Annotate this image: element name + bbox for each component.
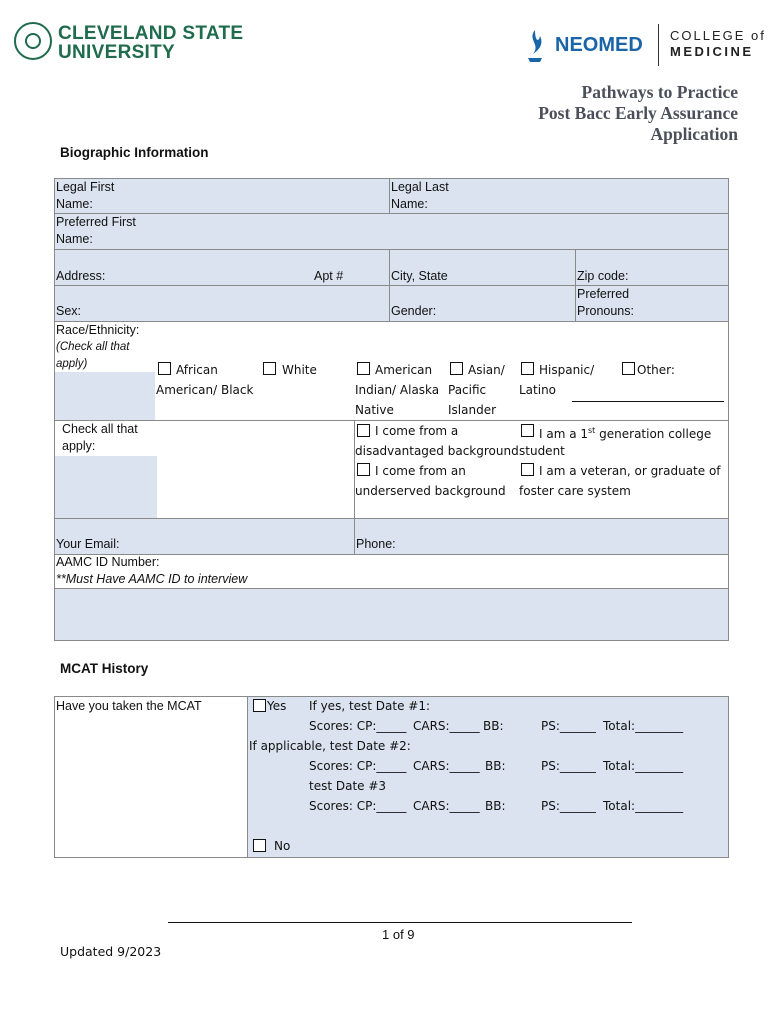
disadvantaged-label-2: disadvantaged background (355, 444, 519, 458)
race-shade (55, 372, 155, 420)
scores1-bb[interactable]: BB: (483, 719, 504, 733)
african-american-label-2: American/ Black (156, 383, 254, 397)
csu-seal-logo (14, 22, 52, 60)
check-all-label-1: Check all that (62, 422, 138, 436)
preferred-first-label (56, 214, 136, 248)
scores2-cars[interactable]: CARS:_____ (413, 759, 480, 773)
sex-label: Sex: (56, 304, 82, 318)
mcat-no-checkbox[interactable] (253, 839, 266, 852)
scores1-ps[interactable]: PS:______ (541, 719, 596, 733)
race-note-2: apply) (56, 358, 88, 370)
race-label-1: Race/Ethnicity: (56, 323, 140, 337)
check-all-divider (354, 420, 355, 519)
underserved-label-2: underserved background (355, 484, 506, 498)
aamc-label-1: AAMC ID Number: (56, 555, 160, 569)
test-date-2-label[interactable]: If applicable, test Date #2: (249, 739, 411, 753)
scores2-bb[interactable]: BB: (485, 759, 506, 773)
scores3-cp[interactable]: Scores: CP:_____ (309, 799, 407, 813)
city-state-label: City, State (391, 269, 448, 283)
hispanic-latino-checkbox[interactable] (521, 362, 534, 375)
preferred-first-label-1: Preferred First (56, 215, 136, 229)
csu-wordmark (58, 24, 243, 62)
first-generation-label-2: student (519, 444, 565, 458)
test-date-1-label[interactable]: If yes, test Date #1: (309, 699, 431, 713)
mcat-yes-checkbox[interactable] (253, 699, 266, 712)
first-generation-superscript: st (588, 426, 596, 435)
medicine-label: MEDICINE (670, 44, 754, 59)
preferred-first-name-field[interactable] (54, 213, 729, 250)
check-all-label-2: apply: (62, 439, 96, 453)
scores2-ps[interactable]: PS:______ (541, 759, 596, 773)
address-label: Address: (56, 269, 106, 283)
footer-rule (168, 922, 632, 923)
legal-first-label (56, 179, 114, 213)
mcat-heading: MCAT History (60, 661, 149, 676)
first-generation-text-b: generation college (595, 427, 712, 441)
legal-first-label-1: Legal First (56, 180, 115, 194)
american-indian-label-3: Native (355, 403, 394, 417)
mcat-no-label: No (274, 839, 291, 853)
other-checkbox[interactable] (622, 362, 635, 375)
hispanic-label-1: Hispanic/ (539, 363, 595, 377)
legal-last-label-2: Name: (391, 197, 428, 211)
sex-field[interactable] (54, 285, 390, 322)
title-line-1: Pathways to Practice (581, 82, 738, 102)
mcat-question-cell (54, 696, 248, 858)
aamc-id-field[interactable] (54, 588, 729, 641)
check-all-shade (55, 456, 157, 518)
scores1-cars[interactable]: CARS:_____ (413, 719, 480, 733)
underserved-label-1: I come from an (375, 464, 466, 478)
other-write-in-line[interactable] (572, 401, 724, 402)
scores3-bb[interactable]: BB: (485, 799, 506, 813)
scores3-ps[interactable]: PS:______ (541, 799, 596, 813)
pronouns-label (577, 286, 634, 320)
asian-label-3: Islander (448, 403, 497, 417)
disadvantaged-label-1: I come from a (375, 424, 459, 438)
asian-label-2: Pacific (448, 383, 487, 397)
zip-code-label: Zip code: (577, 269, 629, 283)
race-label (56, 322, 139, 373)
american-indian-label-2: Indian/ Alaska (355, 383, 440, 397)
american-indian-checkbox[interactable] (357, 362, 370, 375)
veteran-foster-checkbox[interactable] (521, 463, 534, 476)
mcat-question-label: Have you taken the MCAT (56, 699, 202, 713)
phone-field[interactable] (354, 518, 729, 555)
scores3-total[interactable]: Total:________ (603, 799, 684, 813)
csu-wordmark-line2: UNIVERSITY (58, 42, 176, 63)
veteran-label-1: I am a veteran, or graduate of (539, 464, 721, 478)
neomed-flame-icon (522, 28, 548, 64)
african-american-checkbox[interactable] (158, 362, 171, 375)
scores1-total[interactable]: Total:________ (603, 719, 684, 733)
first-generation-text: I am a 1 (539, 427, 589, 441)
pronouns-label-1: Preferred (577, 287, 630, 301)
neomed-wordmark: NEOMED (555, 34, 643, 56)
phone-label: Phone: (356, 537, 396, 551)
african-american-label-1: African (176, 363, 218, 377)
hispanic-label-2: Latino (519, 383, 557, 397)
csu-wordmark-line1: CLEVELAND STATE (58, 23, 244, 44)
biographic-heading: Biographic Information (60, 145, 209, 160)
gender-label: Gender: (391, 304, 437, 318)
legal-first-label-2: Name: (56, 197, 93, 211)
asian-pacific-checkbox[interactable] (450, 362, 463, 375)
white-label: White (282, 363, 317, 377)
title-line-3: Application (650, 124, 738, 144)
disadvantaged-checkbox[interactable] (357, 424, 370, 437)
underserved-checkbox[interactable] (357, 463, 370, 476)
pronouns-label-2: Pronouns: (577, 304, 634, 318)
test-date-3-label[interactable]: test Date #3 (309, 779, 387, 793)
title-line-2: Post Bacc Early Assurance (538, 103, 738, 123)
first-generation-checkbox[interactable] (521, 424, 534, 437)
email-label: Your Email: (56, 537, 120, 551)
scores3-cars[interactable]: CARS:_____ (413, 799, 480, 813)
american-indian-label-1: American (375, 363, 433, 377)
scores2-cp[interactable]: Scores: CP:_____ (309, 759, 407, 773)
check-all-label (62, 421, 138, 455)
preferred-first-label-2: Name: (56, 232, 93, 246)
college-of-label: COLLEGE of (670, 28, 766, 43)
veteran-label-2: foster care system (519, 484, 631, 498)
document-title (538, 82, 738, 145)
race-note-1: (Check all that (56, 341, 130, 353)
mcat-yes-label: Yes (267, 699, 287, 713)
apt-label: Apt # (314, 269, 344, 283)
aamc-note: **Must Have AAMC ID to interview (56, 572, 248, 586)
logo-divider (658, 24, 659, 66)
legal-last-label-1: Legal Last (391, 180, 449, 194)
scores1-cp[interactable]: Scores: CP:_____ (309, 719, 407, 733)
scores2-total[interactable]: Total:________ (603, 759, 684, 773)
asian-label-1: Asian/ (468, 363, 505, 377)
other-label: Other: (637, 363, 675, 377)
page-number: 1 of 9 (382, 927, 415, 942)
white-checkbox[interactable] (263, 362, 276, 375)
aamc-label (56, 554, 247, 588)
updated-date: Updated 9/2023 (60, 944, 162, 959)
legal-last-label (391, 179, 449, 213)
